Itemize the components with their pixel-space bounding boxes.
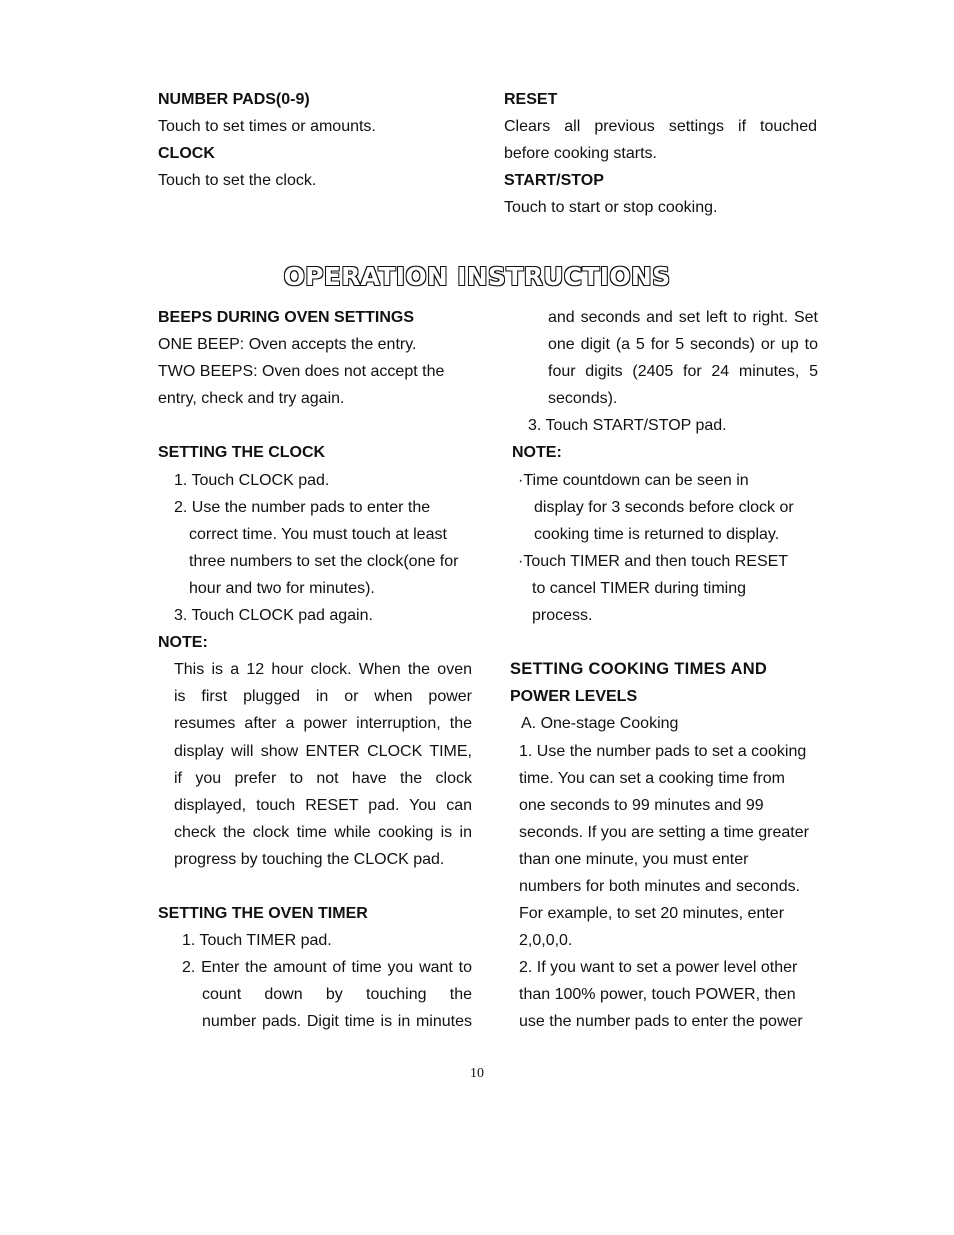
text-line: count down by touching the (202, 986, 472, 1004)
text-line: and seconds and set left to right. Set (548, 309, 818, 326)
text-line: four digits (2405 for 24 minutes, 5 (548, 363, 818, 381)
text-line: process. (532, 607, 593, 625)
text-line: progress by touching the CLOCK pad. (174, 850, 445, 868)
blank-line (158, 873, 472, 900)
text-line: display for 3 seconds before clock or (534, 498, 794, 516)
text-line: A. One-stage Cooking (521, 715, 679, 733)
section-heading: BEEPS DURING OVEN SETTINGS (158, 309, 415, 326)
text-line: 1. Touch CLOCK pad. (174, 471, 330, 489)
text-line: if you prefer to not have the clock (174, 769, 472, 787)
text-line: cooking time is returned to display. (534, 525, 780, 543)
text-line: 3. Touch START/STOP pad. (528, 417, 727, 435)
text-line: than one minute, you must enter (519, 850, 749, 868)
top-right-column (504, 86, 817, 221)
text-line: displayed, touch RESET pad. You can (174, 796, 472, 814)
text-line: one seconds to 99 minutes and 99 (519, 796, 764, 814)
text-line: display will show ENTER CLOCK TIME, (174, 742, 472, 760)
section-heading: NOTE: (158, 634, 208, 652)
text-line: For example, to set 20 minutes, enter (519, 905, 785, 923)
text-line: before cooking starts. (504, 145, 657, 163)
text-line: use the number pads to enter the power (519, 1013, 803, 1031)
left-column (158, 304, 472, 1036)
text-line: 2. Use the number pads to enter the (174, 498, 431, 516)
section-heading: POWER LEVELS (510, 688, 638, 706)
text-line: correct time. You must touch at least (189, 525, 447, 543)
text-line: 1. Use the number pads to set a cooking (519, 742, 807, 760)
text-line: 3. Touch CLOCK pad again. (174, 607, 373, 625)
text-line: to cancel TIMER during timing (532, 579, 747, 597)
text-line: Clears all previous settings if touched (504, 118, 817, 136)
text-line: TWO BEEPS: Oven does not accept the (158, 363, 445, 381)
text-line: seconds). (548, 390, 618, 408)
text-line: 2. Enter the amount of time you want to (182, 959, 472, 977)
text-line: Touch to set the clock. (158, 172, 317, 190)
section-heading: NUMBER PADS(0-9) (158, 91, 310, 108)
text-line: number pads. Digit time is in minutes (202, 1013, 472, 1031)
blank-line (158, 412, 472, 439)
text-line: 2. If you want to set a power level other (519, 959, 798, 977)
text-line: 2,0,0,0. (519, 932, 573, 950)
section-heading: SETTING THE OVEN TIMER (158, 905, 368, 923)
text-line: seconds. If you are setting a time greater (519, 823, 809, 841)
text-line: one digit (a 5 for 5 seconds) or up to (548, 336, 818, 354)
section-heading: SETTING THE CLOCK (158, 444, 326, 462)
section-heading: SETTING COOKING TIMES AND (510, 660, 768, 679)
text-line: entry, check and try again. (158, 390, 345, 408)
text-line: ·Touch TIMER and then touch RESET (518, 552, 789, 570)
section-heading: RESET (504, 91, 558, 108)
right-column (504, 304, 818, 1036)
page-title: OPERATION INSTRUCTIONS (283, 262, 671, 291)
text-line: time. You can set a cooking time from (519, 769, 785, 787)
section-heading: NOTE: (512, 444, 562, 462)
text-line: Touch to start or stop cooking. (504, 199, 718, 217)
page-number: 10 (470, 1066, 484, 1081)
text-line: hour and two for minutes). (189, 579, 375, 597)
text-line: ONE BEEP: Oven accepts the entry. (158, 336, 417, 354)
text-line: check the clock time while cooking is in (174, 823, 472, 841)
text-line: ·Time countdown can be seen in (518, 471, 749, 489)
text-line: numbers for both minutes and seconds. (519, 877, 801, 895)
section-heading: START/STOP (504, 172, 604, 190)
text-line: Touch to set times or amounts. (158, 118, 376, 136)
top-left-column (158, 86, 478, 194)
text-line: three numbers to set the clock(one for (189, 552, 459, 570)
text-line: resumes after a power interruption, the (174, 715, 472, 733)
text-line: than 100% power, touch POWER, then (519, 986, 796, 1004)
blank-line (504, 629, 818, 656)
section-heading: CLOCK (158, 145, 215, 163)
text-line: is first plugged in or when power (174, 688, 472, 706)
text-line: 1. Touch TIMER pad. (182, 932, 332, 950)
text-line: This is a 12 hour clock. When the oven (174, 661, 472, 679)
